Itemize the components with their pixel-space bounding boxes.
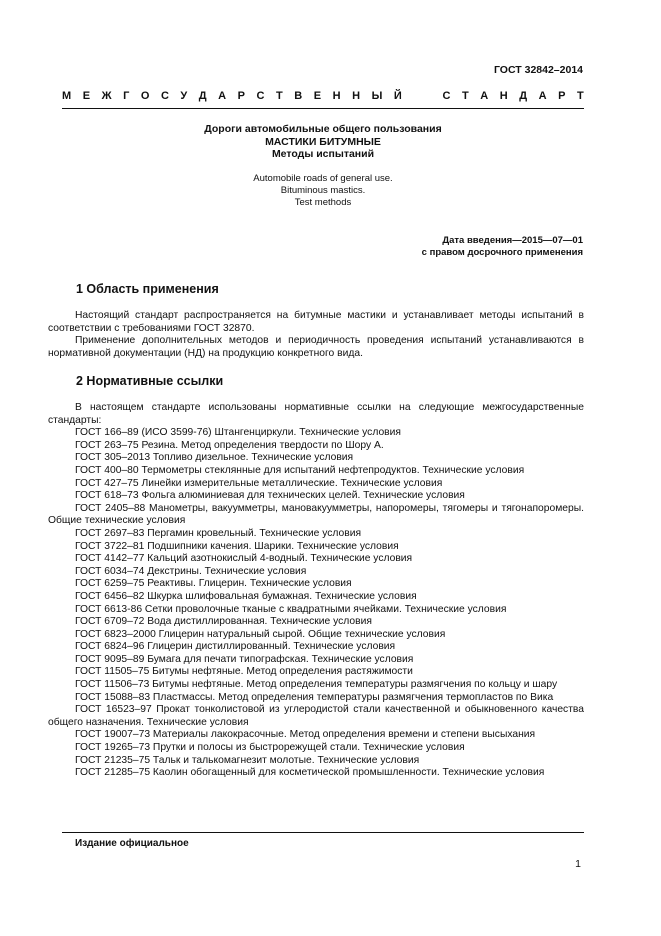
standard-type-letter: Д [519,90,528,102]
standard-type-letter [413,90,416,102]
standard-type-letter: А [538,90,547,102]
reference-item: ГОСТ 263–75 Резина. Метод определения твердости по Шору А. [75,439,384,451]
page-number: 1 [575,858,581,870]
section-2-body [48,402,584,780]
section-2-heading: 2 Нормативные ссылки [76,374,224,388]
reference-item: ГОСТ 11506–73 Битумы нефтяные. Метод определения температуры размягчения по кольцу и шару [75,679,558,691]
standard-type-letter: Ы [371,90,383,102]
reference-item: ГОСТ 21285–75 Каолин обогащенный для косметической промышленности. Технические условия [75,767,545,779]
footer-rule [62,832,584,833]
standard-type-letter: В [294,90,303,102]
reference-item: ГОСТ 9095–89 Бумага для печати типографская. Технические условия [75,653,414,665]
reference-item: ГОСТ 6824–96 Глицерин дистиллированный. Технические условия [75,641,396,653]
reference-item: ГОСТ 166–89 (ИСО 3599-76) Штангенциркули. Технические условия [75,427,401,439]
standard-type [62,90,584,102]
header-rule [62,108,584,109]
standard-type-letter: Г [123,90,130,102]
standard-type-letter: С [442,90,451,102]
reference-item: ГОСТ 2405–88 Манометры, вакуумметры, мановакуумметры, напоромеры, тягомеры и тягонапоромеры. Общие технические условия [48,502,584,527]
reference-item: ГОСТ 6709–72 Вода дистиллированная. Технические условия [75,616,372,628]
title-en-line-3: Test methods [294,197,352,208]
reference-item: ГОСТ 6259–75 Реактивы. Глицерин. Технические условия [75,578,352,590]
introduction-date [422,235,583,259]
edition-note: Издание официальное [75,838,189,849]
reference-item: ГОСТ 21235–75 Тальк и талькомагнезит молотые. Технические условия [75,754,420,766]
standard-type-letter: Е [313,90,322,102]
title-en-line-2: Bituminous mastics. [280,185,366,196]
reference-item: ГОСТ 4142–77 Кальций азотнокислый 4-водный. Технические условия [75,553,413,565]
reference-item: ГОСТ 15088–83 Пластмассы. Метод определения температуры размягчения термопластов по Вика [75,691,554,703]
standard-type-letter: Е [82,90,91,102]
reference-item: ГОСТ 19265–73 Прутки и полосы из быстрорежущей стали. Технические условия [75,742,465,754]
standard-type-letter: М [62,90,72,102]
standard-type-letter: Н [499,90,508,102]
standard-type-letter: Р [237,90,245,102]
reference-item: ГОСТ 3722–81 Подшипники качения. Шарики. Технические условия [75,540,399,552]
reference-item: ГОСТ 618–73 Фольга алюминиевая для технических целей. Технические условия [75,490,465,502]
standard-type-letter: Т [462,90,469,102]
standard-type-letter: Д [198,90,207,102]
standard-type-letter: С [256,90,265,102]
standard-type-letter: С [160,90,169,102]
standard-type-letter [428,90,431,102]
section-2-intro: В настоящем стандарте использованы нормативные ссылки на следующие межгосударственные стандарты: [48,402,584,426]
standard-type-letter: Р [558,90,566,102]
standard-type-letter: А [218,90,227,102]
title-line-1: Дороги автомобильные общего пользования [204,123,442,135]
title-english [62,173,584,209]
doc-code: ГОСТ 32842–2014 [493,64,583,76]
intro-date-line-1: Дата введения—2015—07—01 [442,235,583,246]
reference-item: ГОСТ 2697–83 Пергамин кровельный. Технические условия [75,527,362,539]
standard-type-letter: Т [577,90,584,102]
reference-item: ГОСТ 11505–75 Битумы нефтяные. Метод определения растяжимости [75,666,413,678]
standard-type-letter: А [480,90,489,102]
title-line-2: МАСТИКИ БИТУМНЫЕ [265,135,381,148]
standard-type-letter: Н [352,90,361,102]
reference-item: ГОСТ 400–80 Термометры стеклянные для испытаний нефтепродуктов. Технические условия [75,464,525,476]
reference-item: ГОСТ 427–75 Линейки измерительные металлические. Технические условия [75,477,443,489]
standard-type-letter: О [140,90,150,102]
section-1-paragraph: Применение дополнительных методов и периодичность проведения испытаний устанавливаются в нормативной документации (НД) на продукцию конкретного вида. [48,335,584,359]
intro-date-line-2: с правом досрочного применения [421,247,583,258]
standard-type-letter: Н [332,90,341,102]
reference-item: ГОСТ 19007–73 Материалы лакокрасочные. Метод определения времени и степени высыхания [75,729,536,741]
standard-type-letter: Ж [101,90,112,102]
title-en-line-1: Automobile roads of general use. [253,173,393,184]
section-1-body [48,310,584,360]
title-line-3: Методы испытаний [271,148,375,160]
reference-item: ГОСТ 6823–2000 Глицерин натуральный сырой. Общие технические условия [75,628,446,640]
standard-type-letter: У [180,90,188,102]
section-1-paragraph: Настоящий стандарт распространяется на битумные мастики и устанавливает методы испытаний в соответствии с требованиями ГОСТ 32870. [48,310,584,334]
standard-type-letter: Й [393,90,402,102]
reference-item: ГОСТ 6034–74 Декстрины. Технические условия [75,565,307,577]
reference-list [48,427,584,780]
reference-item: ГОСТ 6613-86 Сетки проволочные тканые с квадратными ячейками. Технические условия [75,603,507,615]
title-block [62,123,584,161]
reference-item: ГОСТ 305–2013 Топливо дизельное. Технические условия [75,452,354,464]
reference-item: ГОСТ 16523–97 Прокат тонколистовой из углеродистой стали качественной и обыкновенного качества общего назначения. Технические условия [48,704,584,728]
standard-type-letter: Т [276,90,283,102]
reference-item: ГОСТ 6456–82 Шкурка шлифовальная бумажная. Технические условия [75,590,417,602]
section-1-heading: 1 Область применения [76,282,219,296]
